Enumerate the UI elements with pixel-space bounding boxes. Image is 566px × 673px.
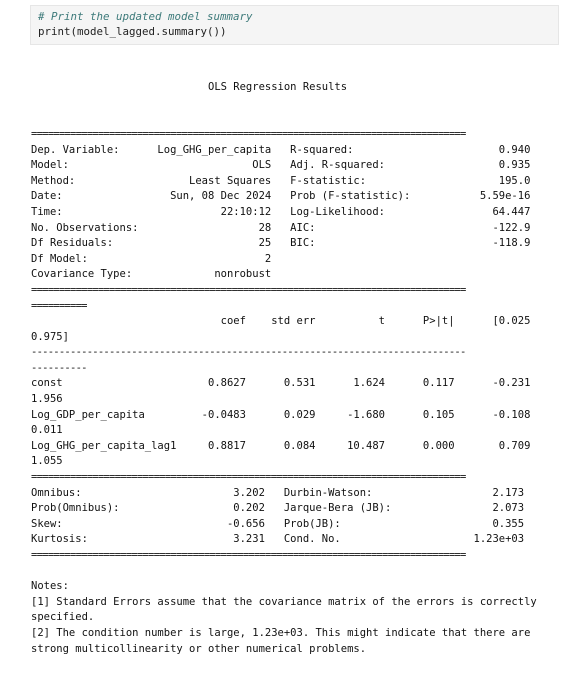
summary-line: const 0.8627 0.531 1.624 0.117 -0.231 (31, 377, 531, 390)
summary-line: specified. (31, 611, 95, 624)
summary-line: Dep. Variable: Log_GHG_per_capita R-squared: 0.940 (31, 143, 531, 156)
summary-line: ========== (31, 299, 87, 312)
summary-line: ------------------------------------------------------------------------------ (31, 346, 466, 359)
summary-line: Time: 22:10:12 Log-Likelihood: 64.447 (31, 205, 531, 218)
summary-line: Prob(Omnibus): 0.202 Jarque-Bera (JB): 2.073 (31, 502, 525, 515)
summary-line: [2] The condition number is large, 1.23e+03. This might indicate that there are (31, 626, 531, 639)
summary-output (31, 49, 561, 673)
summary-line: Df Model: 2 (31, 252, 272, 265)
summary-line: ============================================================================== (31, 549, 466, 561)
summary-line: Covariance Type: nonrobust (31, 268, 272, 281)
summary-line: Df Residuals: 25 BIC: -118.9 (31, 237, 531, 250)
summary-line: ---------- (31, 361, 87, 374)
summary-line: ============================================================================== (31, 127, 466, 140)
summary-line: Log_GHG_per_capita_lag1 0.8817 0.084 10.487 0.000 0.709 (31, 439, 531, 452)
code-comment: # Print the updated model summary (38, 10, 253, 23)
summary-line: 0.011 (31, 424, 63, 437)
summary-line: strong multicollinearity or other numerical problems. (31, 642, 367, 655)
summary-line: Kurtosis: 3.231 Cond. No. 1.23e+03 (31, 533, 525, 546)
summary-line: Model: OLS Adj. R-squared: 0.935 (31, 159, 531, 172)
summary-line: coef std err t P>|t| [0.025 (31, 315, 531, 328)
code-line: print(model_lagged.summary()) (38, 24, 227, 38)
summary-line: Method: Least Squares F-statistic: 195.0 (31, 174, 531, 187)
summary-line: Log_GDP_per_capita -0.0483 0.029 -1.680 0.105 -0.108 (31, 408, 531, 421)
summary-line: ============================================================================== (31, 471, 466, 484)
summary-line: Skew: -0.656 Prob(JB): 0.355 (31, 517, 525, 530)
summary-title: OLS Regression Results (31, 81, 525, 94)
summary-line: ============================================================================== (31, 283, 466, 296)
summary-line: Date: Sun, 08 Dec 2024 Prob (F-statistic): 5.59e-16 (31, 190, 531, 203)
summary-line: [1] Standard Errors assume that the covariance matrix of the errors is correctly (31, 595, 537, 608)
summary-line: Omnibus: 3.202 Durbin-Watson: 2.173 (31, 486, 525, 499)
summary-line (31, 564, 561, 580)
summary-lines (31, 127, 561, 657)
summary-line: 0.975] (31, 330, 69, 343)
summary-line: 1.956 (31, 393, 63, 406)
summary-line: No. Observations: 28 AIC: -122.9 (31, 221, 531, 234)
summary-line: Notes: (31, 580, 69, 593)
summary-line: 1.055 (31, 455, 63, 468)
code-cell[interactable] (30, 5, 559, 45)
